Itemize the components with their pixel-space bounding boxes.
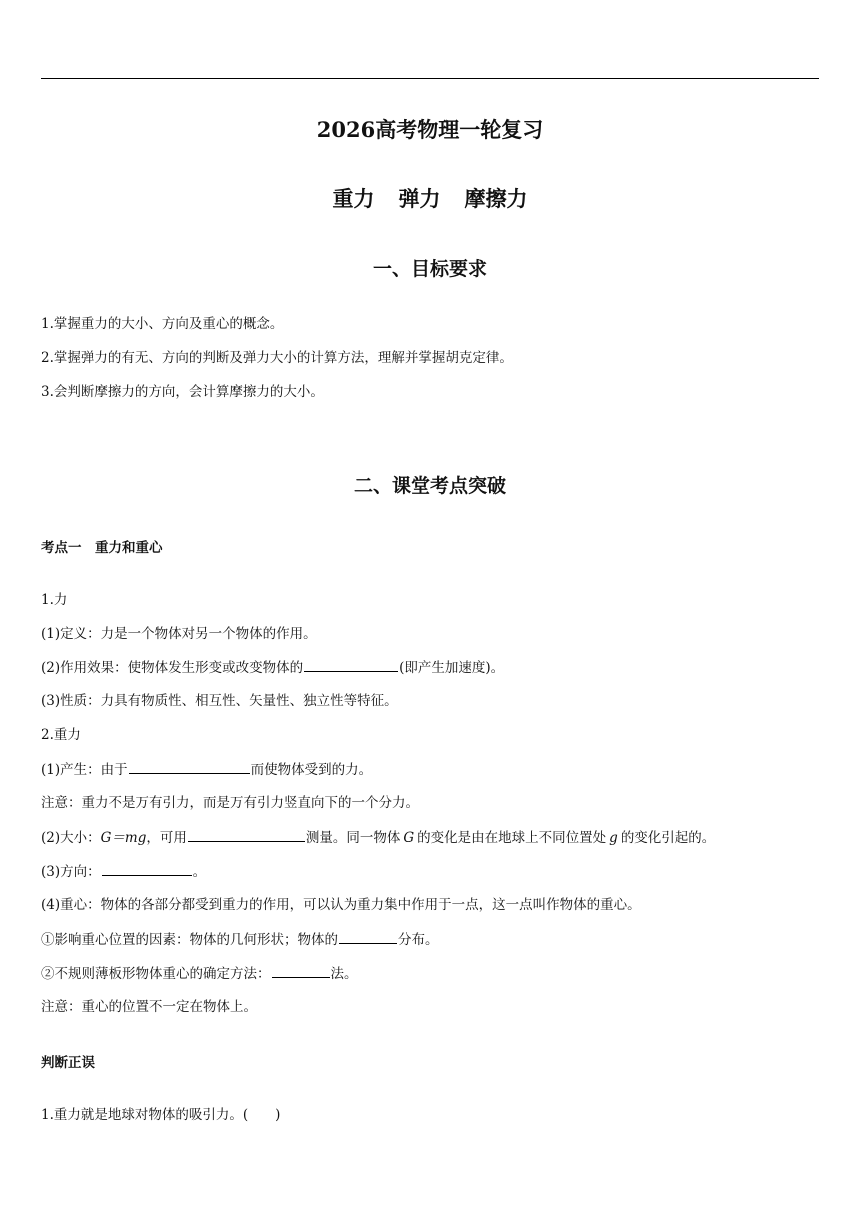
gravity-origin: (1)产生：由于 而使物体受到的力。 — [41, 759, 372, 780]
judge-heading: 判断正误 — [41, 1055, 95, 1071]
document-subtitle — [0, 183, 860, 213]
fill-blank[interactable] — [339, 929, 397, 944]
header-rule — [41, 78, 819, 79]
section-heading-class: 二、课堂考点突破 — [353, 475, 506, 497]
force-title: 1.力 — [41, 592, 68, 608]
goal-item: 1.掌握重力的大小、方向及重心的概念。 — [41, 316, 284, 332]
center-method: ②不规则薄板形物体重心的确定方法： 法。 — [41, 963, 358, 984]
subtitle-part-elastic: 弹力 — [398, 186, 441, 211]
section-heading-goals: 一、目标要求 — [372, 258, 487, 280]
gravity-note: 注意：重力不是万有引力，而是万有引力竖直向下的一个分力。 — [41, 795, 419, 811]
gravity-size: (2)大小：G＝mg，可用 测量。同一物体 G 的变化是由在地球上不同位置处 g 的变化引起的。 — [41, 827, 715, 848]
subtitle-part-friction: 摩擦力 — [464, 186, 528, 211]
topic-heading: 考点一 重力和重心 — [41, 540, 163, 556]
fill-blank[interactable] — [188, 827, 305, 842]
force-definition: (1)定义：力是一个物体对另一个物体的作用。 — [41, 626, 317, 642]
gravity-direction: (3)方向： 。 — [41, 861, 206, 882]
gravity-title: 2.重力 — [41, 727, 81, 743]
force-nature: (3)性质：力具有物质性、相互性、矢量性、独立性等特征。 — [41, 693, 398, 709]
fill-blank[interactable] — [272, 963, 330, 978]
subtitle-part-gravity: 重力 — [332, 186, 375, 211]
goal-item: 3.会判断摩擦力的方向，会计算摩擦力的大小。 — [41, 384, 324, 400]
goal-item: 2.掌握弹力的有无、方向的判断及弹力大小的计算方法，理解并掌握胡克定律。 — [41, 350, 513, 366]
center-factor: ①影响重心位置的因素：物体的几何形状；物体的 分布。 — [41, 929, 439, 950]
force-effect: (2)作用效果：使物体发生形变或改变物体的 (即产生加速度)。 — [41, 657, 504, 678]
document-title: 2026高考物理一轮复习 — [316, 117, 544, 142]
fill-blank[interactable] — [304, 657, 398, 672]
judge-question: 1.重力就是地球对物体的吸引力。( ) — [41, 1107, 281, 1123]
fill-blank[interactable] — [102, 861, 192, 876]
gravity-center: (4)重心：物体的各部分都受到重力的作用，可以认为重力集中作用于一点，这一点叫作物体的重心。 — [41, 897, 641, 913]
fill-blank[interactable] — [129, 759, 250, 774]
center-note: 注意：重心的位置不一定在物体上。 — [41, 999, 257, 1015]
